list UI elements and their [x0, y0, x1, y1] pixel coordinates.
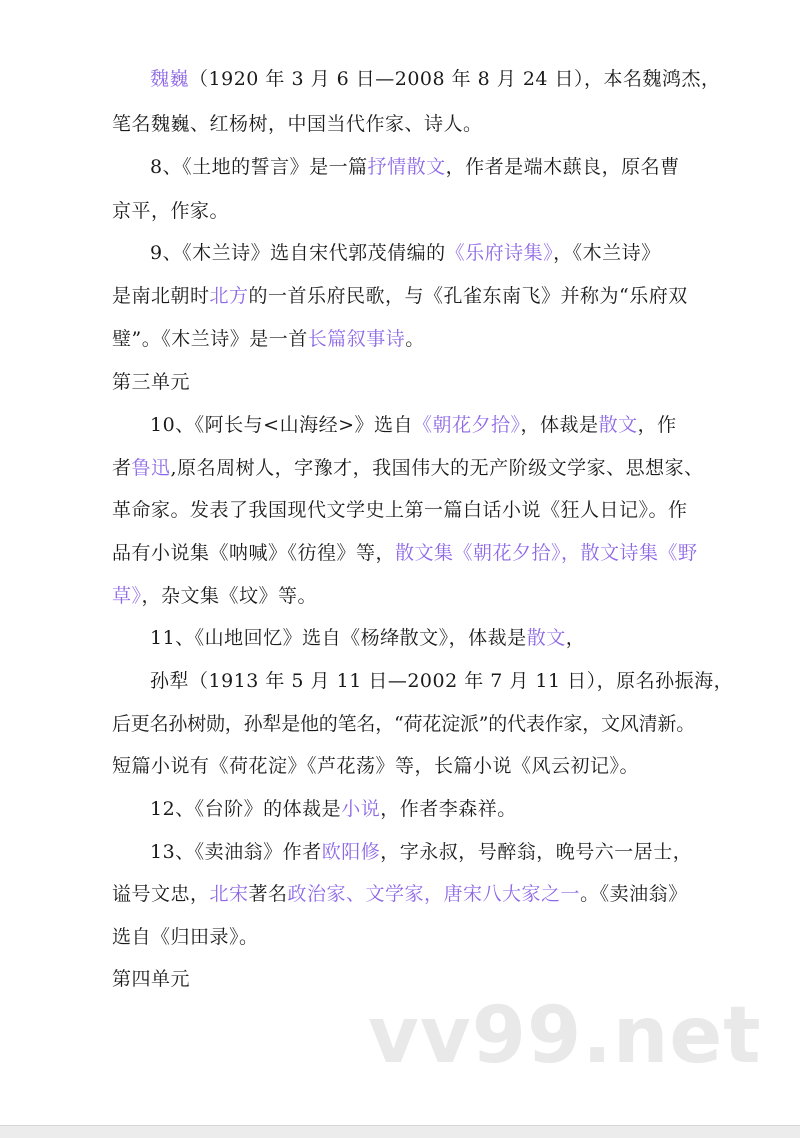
text-line	[112, 326, 425, 352]
text-span: 12、《台阶》的体裁是	[150, 798, 342, 820]
highlight-genre: 抒情散文	[367, 156, 446, 178]
section-heading-unit-4: 第四单元	[112, 968, 191, 990]
highlight-collection: 《乐府诗集》	[445, 242, 554, 264]
section-heading-unit-3: 第三单元	[112, 371, 191, 393]
text-span: 者	[112, 457, 132, 479]
highlight-works: 散文集《朝花夕拾》，散文诗集《野	[395, 542, 698, 564]
text-line	[150, 839, 692, 865]
text-span: 笔名魏巍、红杨树，中国当代作家、诗人。	[112, 113, 483, 135]
highlight-genre: 长篇叙事诗	[307, 328, 406, 350]
watermark-logo: vv99.net	[368, 991, 762, 1081]
highlight-genre: 散文	[598, 414, 638, 436]
text-span: 孙犁（1913 年 5 月 11 日—2002 年 7 月 11 日），原名孙振海，	[150, 670, 734, 692]
highlight-genre: 小说	[341, 798, 381, 820]
text-span: 后更名孙树勋，孙犁是他的笔名，“荷花淀派”的代表作家，文风清新。	[112, 713, 696, 735]
text-span: ，字永叔，号醉翁，晚号六一居士，	[380, 841, 693, 863]
text-span: 著名	[248, 883, 288, 905]
text-line	[112, 111, 483, 137]
text-line	[112, 711, 695, 737]
text-span: ，作者是端木蕻良，原名曹	[445, 156, 680, 178]
text-line	[112, 198, 229, 224]
highlight-author-name: 魏巍	[150, 68, 190, 90]
text-line	[150, 412, 677, 438]
text-span: ，体裁是	[520, 414, 599, 436]
text-line	[112, 283, 688, 309]
highlight-author-name: 欧阳修	[321, 841, 381, 863]
text-span: ,原名周树人，字豫才，我国伟大的无产阶级文学家、思想家、	[170, 457, 704, 479]
text-span: ，作者李森祥。	[380, 798, 517, 820]
text-line	[150, 668, 733, 694]
text-span: 璧”。《木兰诗》是一首	[112, 328, 308, 350]
text-span: 。	[405, 328, 425, 350]
text-line	[150, 154, 680, 180]
text-span: 13、《卖油翁》作者	[150, 841, 322, 863]
highlight-genre: 散文	[526, 627, 566, 649]
text-line	[112, 583, 317, 609]
text-line	[112, 881, 688, 907]
text-line	[112, 497, 688, 523]
text-line	[112, 753, 639, 779]
text-span: 革命家。发表了我国现代文学史上第一篇白话小说《狂人日记》。作	[112, 499, 688, 521]
highlight-region: 北方	[209, 285, 249, 307]
text-span: 选自《归田录》。	[112, 926, 259, 948]
highlight-author-name: 鲁迅	[131, 457, 171, 479]
highlight-works: 草》	[112, 585, 142, 607]
text-line	[150, 240, 661, 266]
text-span: 京平，作家。	[112, 200, 230, 222]
text-span: 。《卖油翁》	[580, 883, 688, 905]
highlight-titles: 政治家、文学家，唐宋八大家之一	[287, 883, 581, 905]
text-span: 是南北朝时	[112, 285, 210, 307]
text-span: 的一首乐府民歌，与《孔雀东南飞》并称为“乐府双	[248, 285, 688, 307]
text-line	[112, 455, 704, 481]
text-span: 8、《土地的誓言》是一篇	[150, 156, 368, 178]
text-span: 谥号文忠，	[112, 883, 210, 905]
text-span: ，	[565, 627, 586, 649]
text-span: 9、《木兰诗》选自宋代郭茂倩编的	[150, 242, 446, 264]
text-span: 11、《山地回忆》选自《杨绛散文》，体裁是	[150, 627, 527, 649]
text-span: ，杂文集《坟》等。	[141, 585, 318, 607]
text-span: ，《木兰诗》	[553, 242, 661, 264]
text-line	[112, 540, 698, 566]
text-line	[150, 625, 585, 651]
highlight-dynasty: 北宋	[209, 883, 249, 905]
text-line	[112, 924, 259, 950]
text-span: 短篇小说有《荷花淀》《芦花荡》等，长篇小说《风云初记》。	[112, 755, 640, 777]
text-span: 品有小说集《呐喊》《彷徨》等，	[112, 542, 396, 564]
highlight-collection: 《朝花夕拾》	[413, 414, 521, 436]
text-line	[150, 66, 721, 92]
text-span: （1920 年 3 月 6 日—2008 年 8 月 24 日），本名魏鸿杰，	[189, 68, 721, 90]
page-bottom-bar	[0, 1125, 800, 1138]
text-line	[150, 796, 517, 822]
text-span: ，作	[637, 414, 677, 436]
text-span: 10、《阿长与<山海经>》选自	[150, 414, 414, 436]
